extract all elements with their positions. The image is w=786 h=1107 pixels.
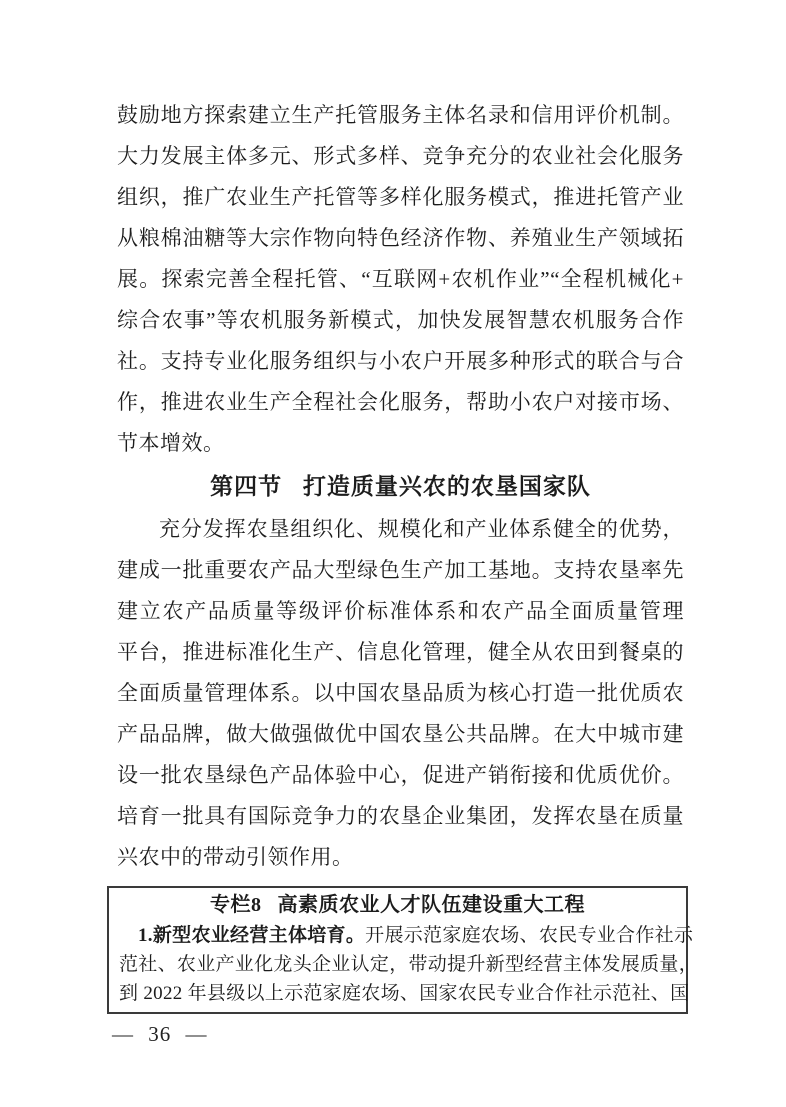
section-number: 第四节	[210, 474, 283, 499]
paragraph-section4	[117, 509, 684, 878]
text-line: 节本增效。	[117, 431, 225, 455]
box-text-line: 到 2022 年县级以上示范家庭农场、国家农民专业合作社示范社、国	[119, 983, 690, 1004]
callout-box-title	[119, 890, 676, 921]
text-line: 全面质量管理体系。以中国农垦品质为核心打造一批优质农	[117, 681, 684, 705]
box-item-rest: 开展示范家庭农场、农民专业合作社示	[365, 925, 694, 946]
text-line: 鼓励地方探索建立生产托管服务主体名录和信用评价机制。	[117, 103, 684, 127]
callout-box-number: 专栏8	[210, 894, 262, 916]
text-line: 设一批农垦绿色产品体验中心，促进产销衔接和优质优价。	[117, 763, 684, 787]
section-title: 打造质量兴农的农垦国家队	[302, 474, 591, 499]
box-text-line	[119, 921, 694, 950]
section-heading	[117, 464, 684, 509]
box-text-line: 范社、农业产业化龙头企业认定，带动提升新型经营主体发展质量，	[119, 954, 699, 975]
page-number: — 36 —	[112, 1022, 208, 1046]
text-line: 从粮棉油糖等大宗作物向特色经济作物、养殖业生产领域拓	[117, 226, 684, 250]
paragraph-continued	[117, 95, 684, 464]
text-line: 展。探索完善全程托管、“互联网+农机作业”“全程机械化+	[117, 267, 684, 291]
text-line: 组织，推广农业生产托管等多样化服务模式，推进托管产业	[117, 185, 684, 209]
text-line: 大力发展主体多元、形式多样、竞争充分的农业社会化服务	[117, 144, 684, 168]
text-line: 产品品牌，做大做强做优中国农垦公共品牌。在大中城市建	[117, 722, 684, 746]
text-line: 平台，推进标准化生产、信息化管理，健全从农田到餐桌的	[117, 640, 684, 664]
callout-box-title-text: 高素质农业人才队伍建设重大工程	[277, 894, 585, 916]
text-line: 综合农事”等农机服务新模式，加快发展智慧农机服务合作	[117, 308, 684, 332]
text-line: 充分发挥农垦组织化、规模化和产业体系健全的优势，	[159, 517, 684, 541]
text-line: 培育一批具有国际竞争力的农垦企业集团，发挥农垦在质量	[117, 804, 684, 828]
text-line: 兴农中的带动引领作用。	[117, 845, 354, 869]
text-line: 建立农产品质量等级评价标准体系和农产品全面质量管理	[117, 599, 684, 623]
text-line: 社。支持专业化服务组织与小农户开展多种形式的联合与合	[117, 349, 684, 373]
text-line: 作，推进农业生产全程社会化服务，帮助小农户对接市场、	[117, 390, 684, 414]
page-body	[117, 95, 684, 878]
text-line: 建成一批重要农产品大型绿色生产加工基地。支持农垦率先	[117, 558, 684, 582]
callout-box-8	[107, 886, 699, 1014]
box-item-lead: 1.新型农业经营主体培育。	[138, 925, 366, 946]
